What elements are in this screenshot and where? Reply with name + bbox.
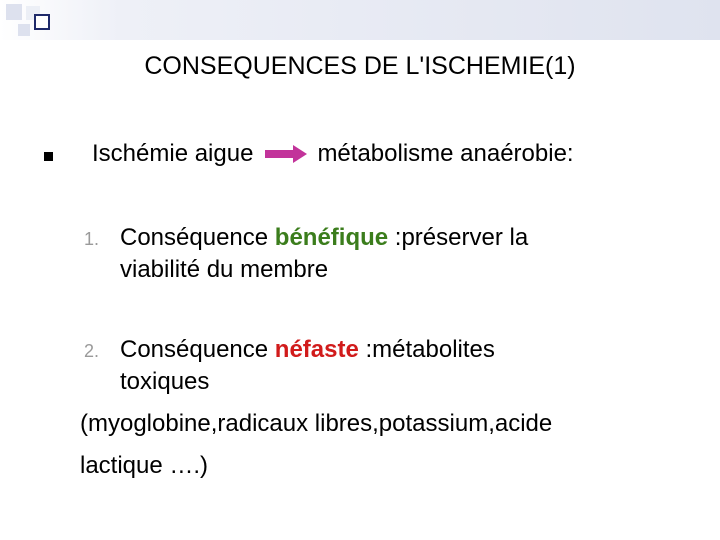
main-point	[92, 140, 574, 168]
item-text: :métabolites	[358, 336, 495, 363]
square-decoration	[18, 24, 30, 36]
bullet-square-icon	[44, 152, 53, 161]
main-point-left: Ischémie aigue	[92, 140, 254, 167]
item-1-line-2: viabilité du membre	[120, 256, 329, 283]
keyword-beneficial: bénéfique	[274, 224, 389, 251]
right-arrow-icon	[265, 145, 307, 163]
slide-title: CONSEQUENCES DE L'ISCHEMIE(1)	[144, 52, 576, 80]
item-text: Conséquence	[120, 336, 275, 363]
item-number: 2.	[84, 341, 100, 361]
square-decoration	[34, 14, 50, 30]
item-2-line-4: lactique ….)	[80, 452, 209, 479]
title-bar-background	[0, 0, 720, 40]
item-number: 1.	[84, 229, 100, 249]
item-1-line-1	[120, 223, 528, 253]
square-decoration	[6, 4, 22, 20]
item-text: :préserver la	[388, 224, 529, 251]
main-point-right: métabolisme anaérobie:	[317, 140, 574, 167]
item-text: Conséquence	[120, 224, 275, 251]
item-2-line-2: toxiques	[120, 368, 210, 395]
decorative-squares	[0, 0, 60, 50]
keyword-harmful: néfaste	[274, 336, 359, 363]
item-2-line-1	[120, 335, 495, 365]
item-2-line-3: (myoglobine,radicaux libres,potassium,acide	[80, 410, 553, 437]
